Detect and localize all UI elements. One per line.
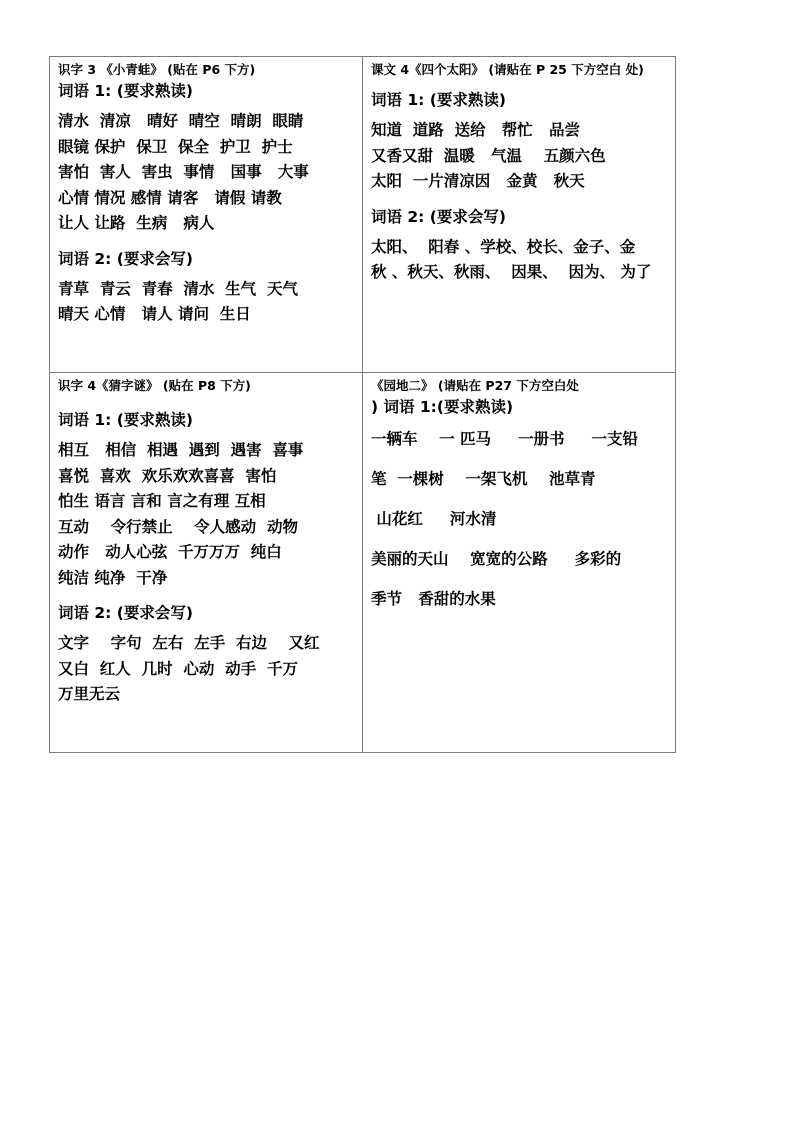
word-list-write: 文字 字句 左右 左手 右边 又红 又白 红人 几时 心动 动手 千万 万里无云 [58, 634, 320, 703]
cell-title: 《园地二》 (请贴在 P27 下方空白处 [371, 378, 579, 393]
section-heading-read: ) 词语 1:(要求熟读) [371, 398, 514, 416]
word-list-read: 相互 相信 相遇 遇到 遇害 喜事 喜悦 喜欢 欢乐欢欢喜喜 害怕 怕生 语言 言和 言之有理 互相 互动 令行禁止 令人感动 动物 动作 动人心弦 千万万万 纯白 纯洁 纯净 干净 [58, 441, 304, 587]
word-list-read: 一辆车 一 匹马 一册书 一支铅 笔 一棵树 一架飞机 池草青 山花红 河水清 美丽的天山 宽宽的公路 多彩的 季节 香甜的水果 [371, 430, 638, 608]
cell-title: 课文 4《四个太阳》 (请贴在 P 25 下方空白 处) [371, 62, 644, 77]
section-heading-read: 词语 1: (要求熟读) [371, 91, 506, 109]
section-heading-write: 词语 2: (要求会写) [58, 604, 193, 622]
cell-title: 识字 3 《小青蛙》 (贴在 P6 下方) [58, 62, 256, 77]
section-heading-read: 词语 1: (要求熟读) [58, 82, 193, 100]
section-heading-write: 词语 2: (要求会写) [371, 207, 506, 226]
word-list-read: 知道 道路 送给 帮忙 品尝 又香又甜 温暖 气温 五颜六色 太阳 一片清凉因 金黄 秋天 [371, 121, 606, 190]
table-row [50, 57, 676, 373]
cell-title: 识字 4《猜字谜》 (贴在 P8 下方) [58, 378, 251, 393]
word-list-read: 清水 清凉 晴好 晴空 晴朗 眼睛 眼镜 保护 保卫 保全 护卫 护士 害怕 害人 害虫 事情 国事 大事 心情 情况 感情 请客 请假 请教 让人 让路 生病 病人 [58, 112, 309, 232]
table-row [50, 373, 676, 753]
section-heading-read: 词语 1: (要求熟读) [58, 411, 193, 429]
vocabulary-table [49, 56, 676, 753]
cell-lesson-sigetaiyang [363, 57, 676, 373]
cell-lesson-caiziimi [50, 373, 363, 753]
cell-yuandi-er [363, 373, 676, 753]
word-list-write: 太阳、 阳春 、学校、校长、金子、金 秋 、秋天、秋雨、 因果、 因为、 为了 [371, 237, 652, 281]
cell-lesson-xiaoqingwa [50, 57, 363, 373]
word-list-write: 青草 青云 青春 清水 生气 天气 晴天 心情 请人 请问 生日 [58, 279, 298, 323]
section-heading-write: 词语 2: (要求会写) [58, 249, 193, 268]
